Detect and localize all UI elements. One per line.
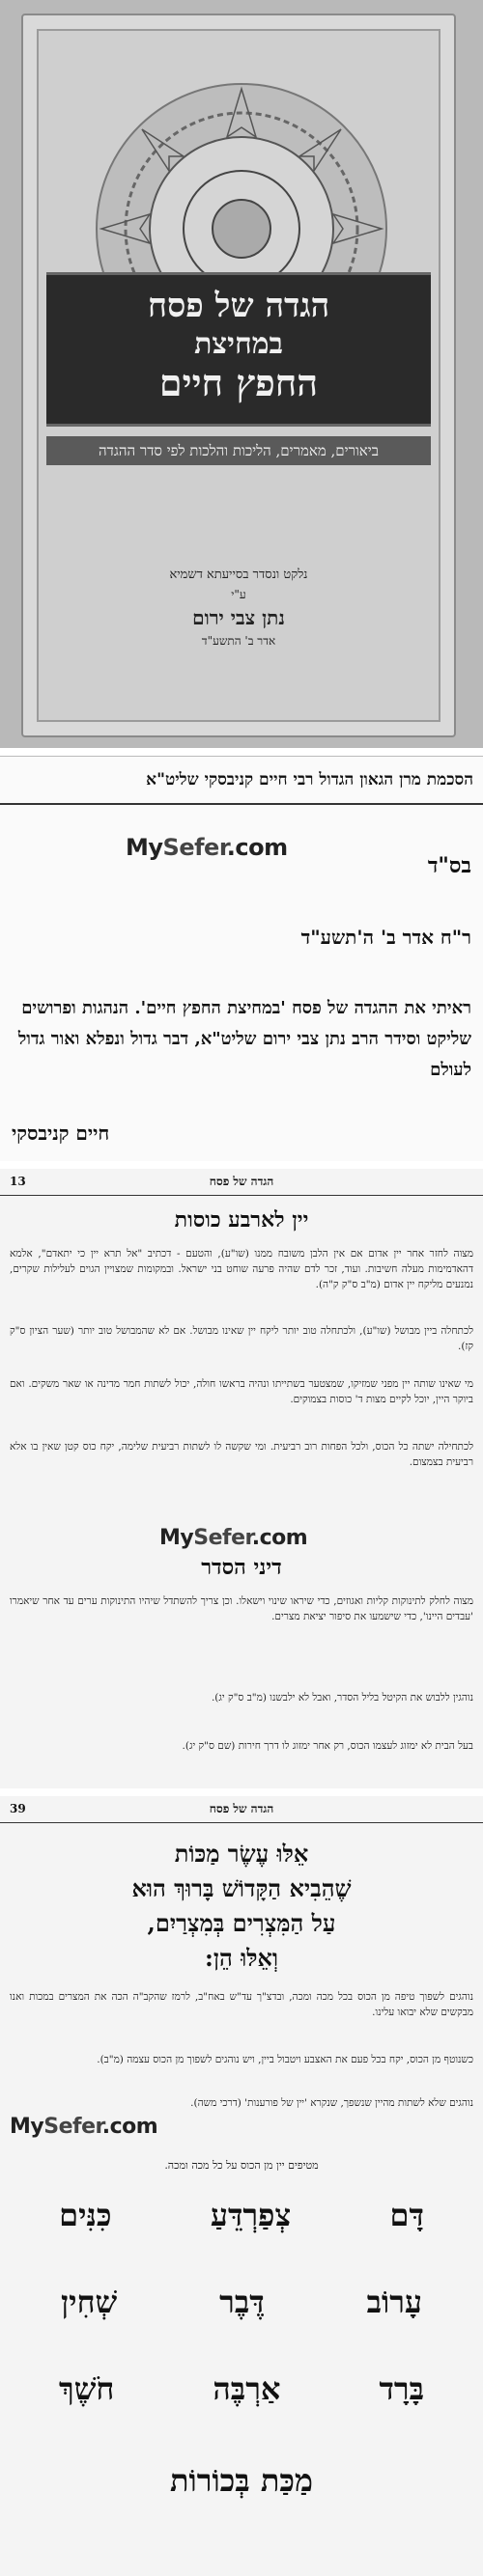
section-title: יין לארבע כוסות (174, 1207, 309, 1233)
liturgy-line1: אֵלּוּ עֶשֶׂר מַכּוֹת (174, 1840, 309, 1868)
divider (0, 1161, 483, 1169)
cover-date: אדר ב' התשע"ד (201, 634, 276, 648)
watermark-sefer: Sefer (162, 834, 227, 861)
watermark-logo (159, 1526, 307, 1550)
cover-title-line2: במחיצת (194, 327, 283, 361)
cover-author: נתן צבי ירום (192, 606, 285, 629)
cover-subtitle: ביאורים, מאמרים, הליכות והלכות לפי סדר ההגדה (46, 436, 431, 465)
watermark-dotcom: .com (101, 2115, 158, 2139)
liturgy-line2: שֶׁהֵבִיא הַקָּדוֹשׁ בָּרוּךְ הוּא (131, 1874, 352, 1902)
haskamah-panel (0, 756, 483, 1161)
paragraph: לכתחילה ישתה כל הכוס, ולכל הפחות רוב רביעית. ומי שקשה לו לשתות רביעית שלימה, יקח כוס קטן שאין בו אלא רביעית בצמצום. (10, 1441, 473, 1468)
section-title: דיני הסדר (201, 1555, 282, 1580)
watermark-logo (10, 2115, 157, 2139)
cover-panel (0, 0, 483, 748)
plague: חֹשֶׁךְ (59, 2370, 115, 2407)
title-banner (46, 272, 431, 427)
book-cover (21, 14, 456, 737)
paragraph: בעל הבית לא ימזוג לעצמו הכוס, רק אחר ימזוג לו דרך חירות (שם ס"ק יג). (182, 1740, 473, 1752)
plague-last: מַכַּת בְּכוֹרוֹת (170, 2462, 313, 2499)
watermark-dotcom: .com (226, 834, 288, 861)
liturgy-line4: וְאֵלּוּ הֵן: (204, 1944, 279, 1972)
liturgy-line3: עַל הַמִּצְרִים בְּמִצְרַיִם, (147, 1909, 336, 1937)
watermark-my: My (159, 1526, 194, 1550)
haskamah-date: ר"ח אדר ב' ה'תשע"ד (300, 926, 471, 949)
haskamah-body: ראיתי את ההגדה של פסח 'במחיצת החפץ חיים'. הנהגות ופרושים שליקט וסידר הרב נתן צבי ירום שליט"א, דבר גדול ונפלא ואור גדול לעולם (17, 998, 471, 1080)
paragraph: מצוה לחלק לתינוקות קליות ואגוזים, כדי שיראו שינוי וישאלו. וכן צריך להשתדל שיהיו התינוקות ערים עד אחר שיאמרו 'עבדים היינו', כדי שישמעו את סיפור יציאת מצרים. (10, 1595, 473, 1622)
plagues-row-2 (10, 2284, 473, 2320)
plague: שְׁחִין (61, 2284, 118, 2320)
paragraph: נוהגין ללבוש את הקיטל בליל הסדר, ואבל לא ילבשנו (מ"ב ס"ק יג). (211, 1692, 473, 1703)
paragraph: לכתחלה ביין מבושל (שו"ע), ולכתחלה טוב יותר ליקח יין שאינו מבושל. אם לא שהמבושל טוב יותר (שער הציון ס"ק קז). (10, 1325, 473, 1352)
watermark-dotcom: .com (251, 1526, 308, 1550)
page-number: 13 (10, 1175, 26, 1188)
cover-title-line3: החפץ חיים (158, 361, 319, 404)
paragraph: כשנוטף מן הכוס, יקח בכל פעם את האצבע ויטבול ביין, ויש נוהגים לשפוך מן הכוס עצמה (מ"ב). (97, 2054, 473, 2065)
divider (0, 748, 483, 756)
haskamah-heading: הסכמת מרן הגאון הגדול רבי חיים קניבסקי שליט"א (146, 770, 473, 789)
bsd-mark: בס"ד (427, 853, 471, 878)
plague: דָּם (389, 2197, 424, 2233)
plagues-row-3 (10, 2370, 473, 2407)
plague: בָּרָד (379, 2370, 424, 2407)
liturgy-heading (10, 1837, 473, 1976)
paragraph: מי שאינו שותה יין מפני שמזיקו, שמצטער בשתייתו ונהיה בראשו חולה, יכול לשתות חמר מדינה או שאר משקים. ואם ביוקר היין, יוכל לקיים מצות ד' כוסות בצמוקים. (10, 1378, 473, 1405)
plague: צְפַרְדֵּעַ (210, 2197, 292, 2233)
running-head: הגדה של פסח (209, 1175, 274, 1188)
cover-credits (39, 567, 439, 649)
credit-line1: נלקט ונסדר בסייעתא דשמיא (169, 568, 308, 582)
credit-line2: ע"י (231, 588, 246, 601)
paragraph: נוהגים שלא לשתות מהיין שנשפך, שנקרא 'יין של פורענות' (דרכי משה). (190, 2097, 473, 2109)
page-13-panel (0, 1169, 483, 1788)
plague: אַרְבֶּה (213, 2370, 281, 2407)
cover-title-line1: הגדה של פסח (147, 287, 330, 325)
watermark-sefer: Sefer (193, 1526, 252, 1550)
plague: עָרוֹב (366, 2284, 423, 2320)
watermark-my: My (10, 2115, 44, 2139)
heading-rule (0, 803, 483, 805)
paragraph: מצוה לחזר אחר יין אדום אם אין הלבן משובח ממנו (שו"ע), והטעם - דכתיב "אל תרא יין כי יתאדם", אלמא דהאדמימות מעלה חשיבות. ועוד, זכר לדם שהיה פרעה שוחט בני ישראל. ובמקומות שמצויין הגוים לעלילות שקרים, נמנעים מליקח יין אדום (מ"ב ס"ק ק"ה). (10, 1248, 473, 1290)
watermark-logo (126, 834, 288, 861)
haskamah-signature: חיים קניבסקי (12, 1122, 110, 1145)
plague: כִּנִּים (59, 2197, 112, 2233)
watermark-sefer: Sefer (43, 2115, 102, 2139)
paragraph: נוהגים לשפוך טיפה מן הכוס בכל מכה ומכה, ובדצ"ך עד"ש באח"ב, לרמז שהקב"ה הכה את המצרים במכות ואנו מבקשים שלא יבואו עלינו. (10, 1991, 473, 2018)
page-number: 39 (10, 1802, 26, 1815)
plagues-row-1 (10, 2197, 473, 2233)
page-header (0, 1175, 483, 1196)
page-header (0, 1802, 483, 1823)
plague: דֶּבֶר (219, 2284, 265, 2320)
watermark-my: My (126, 834, 163, 861)
cover-frame (37, 29, 440, 722)
page-39-panel (0, 1796, 483, 2576)
instruction: מטיפים יין מן הכוס על כל מכה ומכה. (164, 2159, 319, 2172)
running-head: הגדה של פסח (209, 1802, 274, 1815)
divider (0, 1788, 483, 1796)
